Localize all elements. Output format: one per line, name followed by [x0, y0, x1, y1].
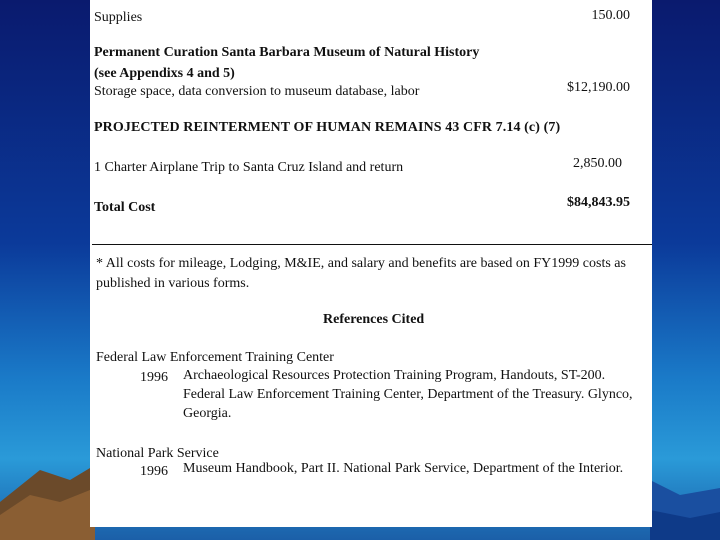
reference-title-line: Federal Law Enforcement Training Center, Department of the Treasury. Glynco, [183, 387, 633, 402]
references-heading: References Cited [323, 312, 425, 327]
supplies-amount: 150.00 [591, 8, 630, 23]
reference-title-line: Museum Handbook, Part II. National Park Service, Department of the Interior. [183, 461, 624, 476]
total-cost-label: Total Cost [94, 200, 156, 215]
reference-year: 1996 [140, 464, 168, 479]
divider [92, 244, 652, 245]
reference-title-line: Archaeological Resources Protection Training Program, Handouts, ST-200. [183, 368, 606, 383]
total-cost-amount: $84,843.95 [567, 195, 630, 210]
charter-amount: 2,850.00 [573, 156, 622, 171]
curation-heading: Permanent Curation Santa Barbara Museum of Natural History [94, 45, 480, 60]
supplies-label: Supplies [94, 10, 143, 25]
curation-subheading: (see Appendixs 4 and 5) [94, 66, 235, 81]
curation-description: Storage space, data conversion to museum database, labor [94, 84, 420, 99]
curation-amount: $12,190.00 [567, 80, 630, 95]
document-page [90, 0, 652, 527]
footnote-line-2: published in various forms. [96, 276, 250, 291]
reference-year: 1996 [140, 370, 168, 385]
charter-label: 1 Charter Airplane Trip to Santa Cruz Island and return [94, 160, 404, 175]
reinterment-heading: PROJECTED REINTERMENT OF HUMAN REMAINS 43 CFR 7.14 (c) (7) [94, 120, 561, 135]
footnote-line-1: * All costs for mileage, Lodging, M&IE, and salary and benefits are based on FY1999 costs as [96, 256, 626, 271]
reference-author: Federal Law Enforcement Training Center [96, 350, 334, 365]
reference-title-line: Georgia. [183, 406, 232, 421]
reference-author: National Park Service [96, 446, 219, 461]
